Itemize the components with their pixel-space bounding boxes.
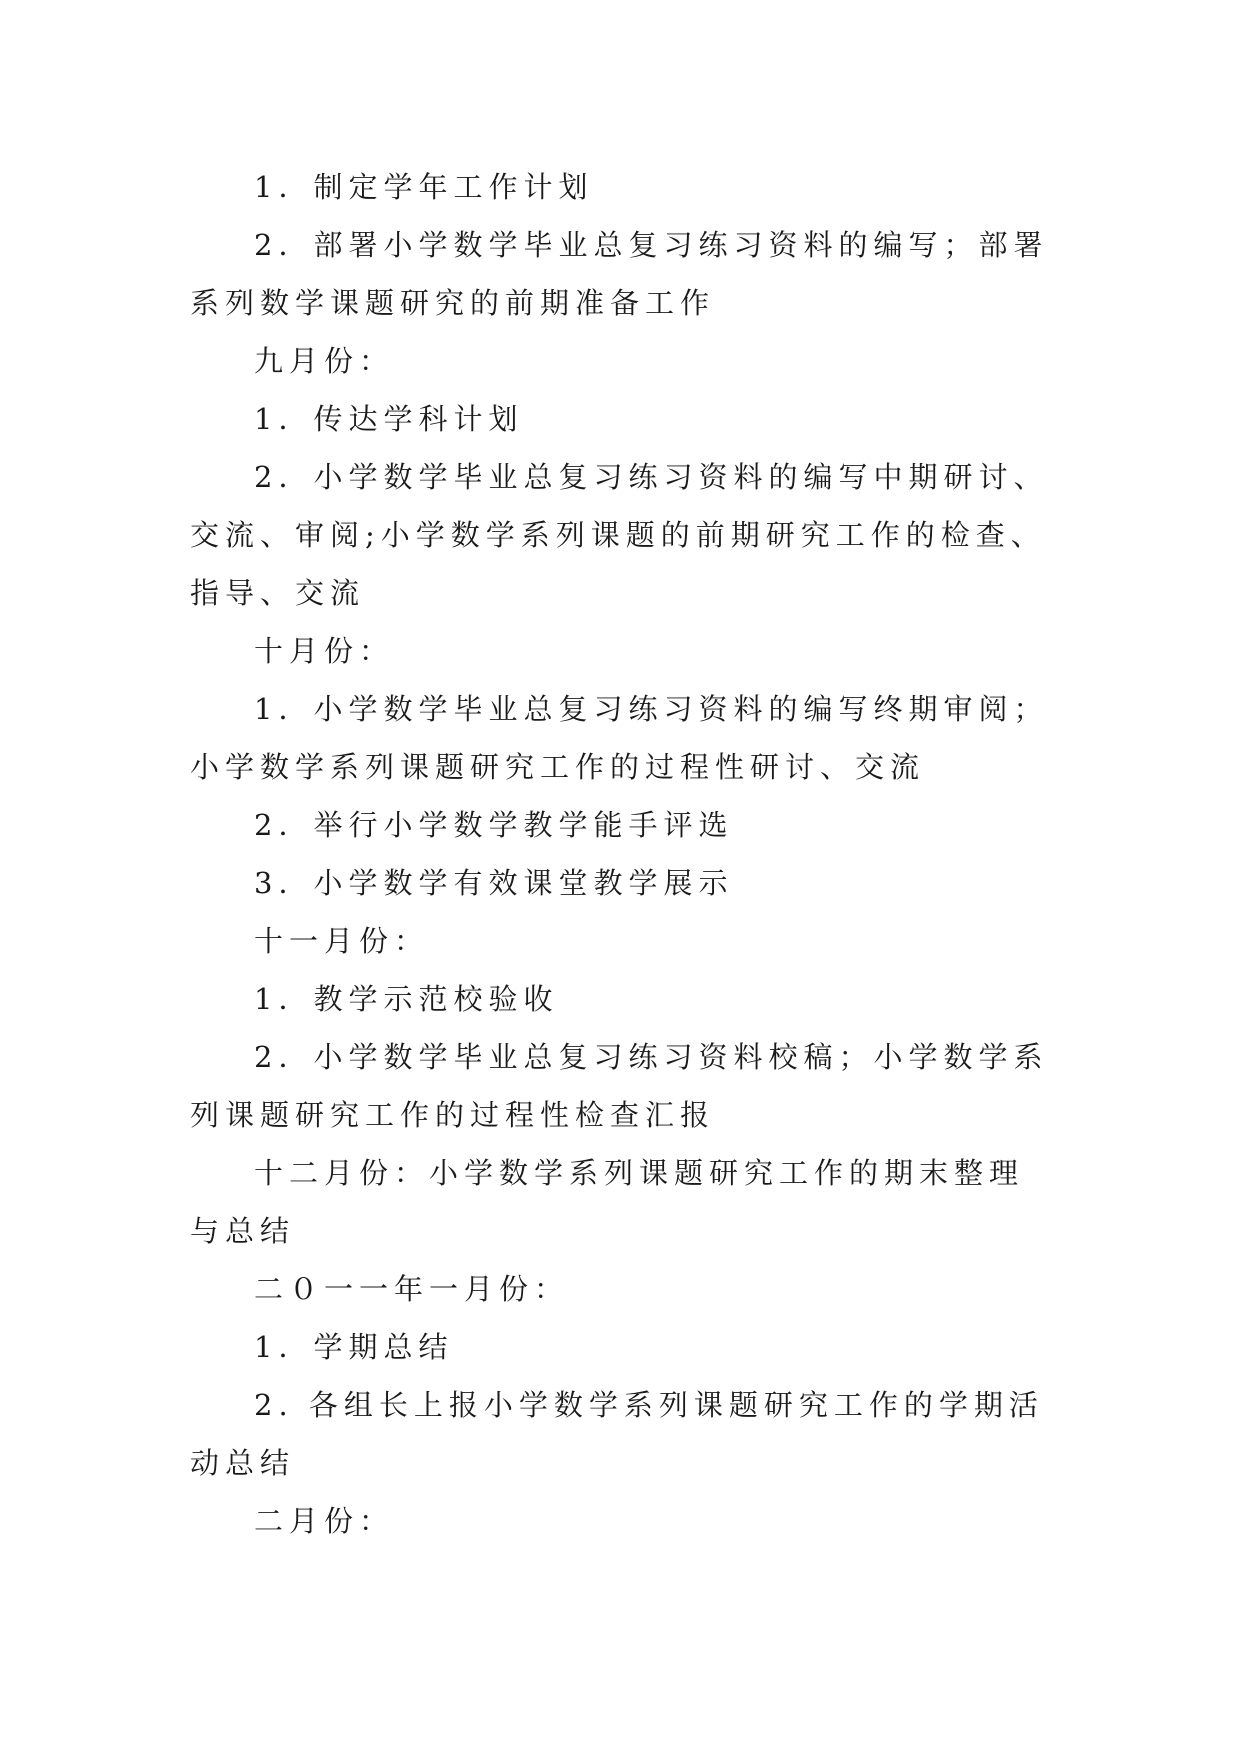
plan-item: 2．小学数学毕业总复习练习资料的编写中期研讨、交流、审阅;小学数学系列课题的前期研究工作的检查、指导、交流: [190, 460, 1049, 610]
month-heading: 二０一一年一月份：: [254, 1272, 570, 1306]
plan-item: 3．小学数学有效课堂教学展示: [254, 866, 734, 900]
plan-item: 1．制定学年工作计划: [254, 170, 594, 204]
month-heading: 九月份：: [254, 344, 395, 378]
month-heading: 十月份：: [254, 634, 395, 668]
plan-item: 2．部署小学数学毕业总复习练习资料的编写；部署系列数学课题研究的前期准备工作: [190, 228, 1049, 320]
document-body: [190, 158, 1050, 1550]
plan-item: 1．小学数学毕业总复习练习资料的编写终期审阅；小学数学系列课题研究工作的过程性研讨、交流: [190, 692, 1049, 784]
plan-item: 2. 各组长上报小学数学系列课题研究工作的学期活动总结: [190, 1388, 1044, 1480]
plan-item: 1．学期总结: [254, 1330, 454, 1364]
plan-item: 1．教学示范校验收: [254, 982, 559, 1016]
month-heading: 十二月份：小学数学系列课题研究工作的期末整理与总结: [190, 1156, 1025, 1248]
month-heading: 二月份：: [254, 1504, 395, 1538]
plan-item: 1．传达学科计划: [254, 402, 524, 436]
plan-item: 2．举行小学数学教学能手评选: [254, 808, 734, 842]
month-heading: 十一月份：: [254, 924, 430, 958]
plan-item: 2．小学数学毕业总复习练习资料校稿；小学数学系列课题研究工作的过程性检查汇报: [190, 1040, 1049, 1132]
